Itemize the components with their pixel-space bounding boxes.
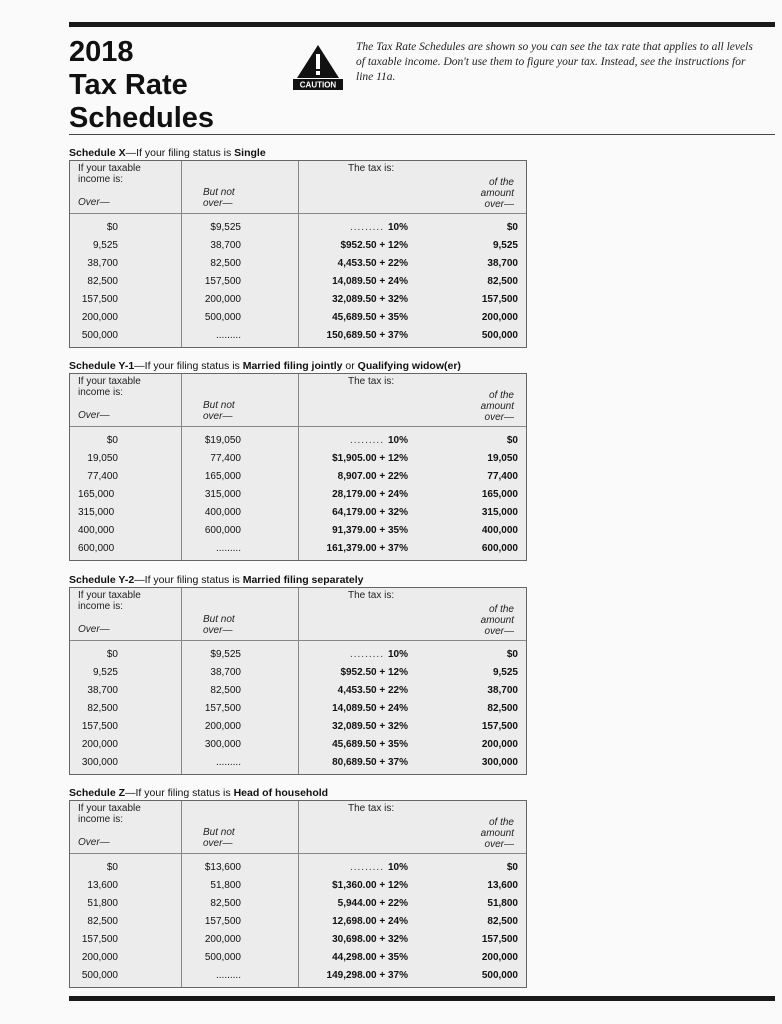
- tax-cell: 10%: [387, 649, 408, 660]
- tax-cell: $952.50 + 12%: [340, 240, 408, 251]
- over-cell: $0: [106, 222, 118, 233]
- over-cell: 82,500: [87, 276, 118, 287]
- of-amount-over-label: of the amount over—: [480, 817, 514, 850]
- but-not-over-cell: .........: [215, 543, 241, 554]
- but-not-over-cell: .........: [215, 330, 241, 341]
- table-rows: [70, 427, 526, 560]
- table-row: [70, 291, 526, 309]
- tax-cell: 45,689.50 + 35%: [332, 739, 408, 750]
- but-not-over-cell: 500,000: [204, 952, 241, 963]
- income-label: If your taxable income is:: [78, 163, 141, 185]
- but-not-over-cell: 200,000: [204, 294, 241, 305]
- schedule-z: [69, 786, 529, 988]
- of-amount-cell: 9,525: [492, 240, 518, 251]
- tax-cell: 45,689.50 + 35%: [332, 312, 408, 323]
- over-cell: $0: [106, 862, 118, 873]
- over-cell: 165,000: [78, 489, 115, 500]
- status-prefix: —If your filing status is: [134, 574, 243, 586]
- tax-cell: 150,689.50 + 37%: [326, 330, 408, 341]
- over-cell: 200,000: [81, 952, 118, 963]
- but-not-over-cell: 38,700: [210, 667, 241, 678]
- over-cell: 157,500: [81, 721, 118, 732]
- schedule-table: [69, 800, 527, 988]
- of-amount-cell: $0: [506, 435, 518, 446]
- of-amount-cell: 9,525: [492, 667, 518, 678]
- title-line-year: 2018: [69, 36, 134, 68]
- of-amount-cell: 19,050: [487, 453, 518, 464]
- table-row: [70, 877, 526, 895]
- schedule-y2: [69, 573, 529, 775]
- of-amount-cell: 200,000: [481, 312, 518, 323]
- tax-cell: 80,689.50 + 37%: [332, 757, 408, 768]
- of-amount-over-label: of the amount over—: [480, 390, 514, 423]
- dot-leader: .........: [349, 862, 384, 873]
- schedule-name: Schedule Y-1: [69, 360, 135, 372]
- tax-cell: 30,698.00 + 32%: [332, 934, 408, 945]
- of-amount-cell: 300,000: [481, 757, 518, 768]
- table-row: [70, 682, 526, 700]
- status-prefix: —If your filing status is: [125, 787, 234, 799]
- table-row: [70, 309, 526, 327]
- but-not-over-cell: 200,000: [204, 721, 241, 732]
- filing-status-alt: Qualifying widow(er): [357, 360, 461, 372]
- table-row: [70, 219, 526, 237]
- of-amount-cell: 500,000: [481, 970, 518, 981]
- schedule-table: [69, 373, 527, 561]
- over-cell: 157,500: [81, 934, 118, 945]
- status-connector: or: [342, 360, 358, 372]
- table-header: [70, 801, 526, 854]
- tax-is-label: The tax is:: [348, 803, 395, 814]
- but-not-over-label: But not over—: [203, 827, 235, 849]
- table-row: [70, 895, 526, 913]
- tax-cell: $1,905.00 + 12%: [332, 453, 408, 464]
- of-amount-cell: $0: [506, 649, 518, 660]
- schedule-name: Schedule Z: [69, 787, 126, 799]
- table-row: [70, 700, 526, 718]
- table-row: [70, 913, 526, 931]
- tax-cell: 64,179.00 + 32%: [332, 507, 408, 518]
- over-cell: 300,000: [81, 757, 118, 768]
- of-amount-cell: 82,500: [487, 916, 518, 927]
- schedule-name: Schedule Y-2: [69, 574, 135, 586]
- of-amount-cell: 165,000: [481, 489, 518, 500]
- but-not-over-cell: 157,500: [204, 916, 241, 927]
- income-label: If your taxable income is:: [78, 590, 141, 612]
- of-amount-cell: 77,400: [487, 471, 518, 482]
- of-amount-cell: 500,000: [481, 330, 518, 341]
- caution-icon: [293, 44, 343, 90]
- over-cell: 82,500: [87, 916, 118, 927]
- tax-cell: 14,089.50 + 24%: [332, 703, 408, 714]
- table-rows: [70, 854, 526, 987]
- schedule-heading: [69, 146, 529, 160]
- of-amount-cell: 315,000: [481, 507, 518, 518]
- over-cell: 500,000: [81, 330, 118, 341]
- but-not-over-cell: 82,500: [210, 685, 241, 696]
- dot-leader: .........: [349, 222, 384, 233]
- table-row: [70, 237, 526, 255]
- of-amount-cell: 200,000: [481, 952, 518, 963]
- table-header: [70, 374, 526, 427]
- schedule-heading: [69, 359, 529, 373]
- dot-leader: .........: [349, 435, 384, 446]
- schedule-heading: [69, 786, 529, 800]
- of-amount-cell: 13,600: [487, 880, 518, 891]
- income-label: If your taxable income is:: [78, 376, 141, 398]
- tax-is-label: The tax is:: [348, 590, 395, 601]
- table-row: [70, 432, 526, 450]
- schedule-heading: [69, 573, 529, 587]
- tax-cell: 4,453.50 + 22%: [337, 685, 408, 696]
- tax-cell: 10%: [387, 222, 408, 233]
- tax-cell: $952.50 + 12%: [340, 667, 408, 678]
- table-row: [70, 255, 526, 273]
- table-row: [70, 540, 526, 558]
- title-line-tax-rate: Tax Rate: [69, 69, 188, 101]
- table-row: [70, 859, 526, 877]
- filing-status: Head of household: [233, 787, 329, 799]
- of-amount-cell: 600,000: [481, 543, 518, 554]
- but-not-over-cell: 600,000: [204, 525, 241, 536]
- status-prefix: —If your filing status is: [134, 360, 243, 372]
- caution-label: CAUTION: [299, 80, 337, 90]
- table-row: [70, 664, 526, 682]
- but-not-over-cell: 51,800: [210, 880, 241, 891]
- over-cell: 9,525: [92, 667, 118, 678]
- table-row: [70, 967, 526, 985]
- but-not-over-cell: $19,050: [204, 435, 241, 446]
- schedule-table: [69, 587, 527, 775]
- of-amount-cell: 82,500: [487, 276, 518, 287]
- of-amount-cell: 38,700: [487, 685, 518, 696]
- table-header: [70, 161, 526, 214]
- over-cell: 315,000: [78, 507, 115, 518]
- but-not-over-cell: $9,525: [210, 222, 241, 233]
- but-not-over-cell: 300,000: [204, 739, 241, 750]
- but-not-over-cell: 38,700: [210, 240, 241, 251]
- over-cell: 400,000: [78, 525, 115, 536]
- tax-cell: [350, 646, 408, 664]
- over-label: Over—: [78, 410, 110, 421]
- table-rows: [70, 214, 526, 347]
- table-row: [70, 504, 526, 522]
- table-row: [70, 273, 526, 291]
- over-cell: 19,050: [87, 453, 118, 464]
- schedule-x: [69, 146, 529, 348]
- tax-cell: 161,379.00 + 37%: [326, 543, 408, 554]
- schedule-name: Schedule X: [69, 147, 126, 159]
- tax-cell: 32,089.50 + 32%: [332, 294, 408, 305]
- table-row: [70, 450, 526, 468]
- over-cell: 51,800: [87, 898, 118, 909]
- but-not-over-cell: .........: [215, 970, 241, 981]
- tax-cell: 28,179.00 + 24%: [332, 489, 408, 500]
- of-amount-cell: 400,000: [481, 525, 518, 536]
- table-row: [70, 736, 526, 754]
- tax-cell: 10%: [387, 435, 408, 446]
- but-not-over-cell: $9,525: [210, 649, 241, 660]
- table-row: [70, 522, 526, 540]
- table-rows: [70, 641, 526, 774]
- over-cell: $0: [106, 649, 118, 660]
- tax-cell: 12,698.00 + 24%: [332, 916, 408, 927]
- but-not-over-label: But not over—: [203, 187, 235, 209]
- tax-is-label: The tax is:: [348, 163, 395, 174]
- of-amount-cell: 157,500: [481, 721, 518, 732]
- but-not-over-cell: 157,500: [204, 703, 241, 714]
- of-amount-cell: 157,500: [481, 294, 518, 305]
- but-not-over-cell: $13,600: [204, 862, 241, 873]
- but-not-over-cell: 315,000: [204, 489, 241, 500]
- intro-text: The Tax Rate Schedules are shown so you can see the tax rate that applies to all levels of taxable income. Don't use them to figure your tax. Instead, see the instructions for line 11a.: [356, 41, 753, 83]
- of-amount-cell: 200,000: [481, 739, 518, 750]
- over-label: Over—: [78, 624, 110, 635]
- status-prefix: —If your filing status is: [125, 147, 235, 159]
- over-cell: 82,500: [87, 703, 118, 714]
- table-row: [70, 468, 526, 486]
- tax-cell: 44,298.00 + 35%: [332, 952, 408, 963]
- table-row: [70, 718, 526, 736]
- over-cell: $0: [106, 435, 118, 446]
- title-line-schedules: Schedules: [69, 102, 215, 134]
- table-header: [70, 588, 526, 641]
- table-row: [70, 754, 526, 772]
- over-cell: 157,500: [81, 294, 118, 305]
- but-not-over-cell: 165,000: [204, 471, 241, 482]
- table-row: [70, 949, 526, 967]
- tax-cell: 10%: [387, 862, 408, 873]
- bottom-rule: [69, 996, 775, 1001]
- tax-cell: 8,907.00 + 22%: [337, 471, 408, 482]
- filing-status: Single: [234, 147, 266, 159]
- but-not-over-cell: .........: [215, 757, 241, 768]
- tax-cell: $1,360.00 + 12%: [332, 880, 408, 891]
- tax-cell: 14,089.50 + 24%: [332, 276, 408, 287]
- filing-status: Married filing jointly: [242, 360, 343, 372]
- but-not-over-cell: 200,000: [204, 934, 241, 945]
- over-cell: 600,000: [78, 543, 115, 554]
- table-row: [70, 646, 526, 664]
- but-not-over-cell: 500,000: [204, 312, 241, 323]
- filing-status: Married filing separately: [242, 574, 364, 586]
- dot-leader: .........: [349, 649, 384, 660]
- header-divider: [69, 134, 775, 135]
- of-amount-cell: $0: [506, 862, 518, 873]
- over-label: Over—: [78, 837, 110, 848]
- of-amount-cell: 82,500: [487, 703, 518, 714]
- over-cell: 38,700: [87, 685, 118, 696]
- of-amount-over-label: of the amount over—: [480, 177, 514, 210]
- tax-cell: 5,944.00 + 22%: [337, 898, 408, 909]
- tax-cell: [350, 859, 408, 877]
- schedule-table: [69, 160, 527, 348]
- over-cell: 38,700: [87, 258, 118, 269]
- over-cell: 200,000: [81, 739, 118, 750]
- but-not-over-cell: 82,500: [210, 258, 241, 269]
- over-cell: 13,600: [87, 880, 118, 891]
- over-cell: 9,525: [92, 240, 118, 251]
- schedule-y1: [69, 359, 529, 561]
- page-title: [69, 36, 214, 135]
- of-amount-cell: 38,700: [487, 258, 518, 269]
- tax-cell: 32,089.50 + 32%: [332, 721, 408, 732]
- but-not-over-cell: 400,000: [204, 507, 241, 518]
- but-not-over-cell: 82,500: [210, 898, 241, 909]
- tax-is-label: The tax is:: [348, 376, 395, 387]
- over-cell: 200,000: [81, 312, 118, 323]
- table-row: [70, 931, 526, 949]
- tax-cell: [350, 432, 408, 450]
- but-not-over-cell: 157,500: [204, 276, 241, 287]
- tax-cell: 149,298.00 + 37%: [326, 970, 408, 981]
- of-amount-cell: 157,500: [481, 934, 518, 945]
- over-cell: 77,400: [87, 471, 118, 482]
- tax-cell: [350, 219, 408, 237]
- over-label: Over—: [78, 197, 110, 208]
- but-not-over-label: But not over—: [203, 400, 235, 422]
- but-not-over-label: But not over—: [203, 614, 235, 636]
- of-amount-cell: $0: [506, 222, 518, 233]
- income-label: If your taxable income is:: [78, 803, 141, 825]
- but-not-over-cell: 77,400: [210, 453, 241, 464]
- tax-cell: 4,453.50 + 22%: [337, 258, 408, 269]
- table-row: [70, 486, 526, 504]
- table-row: [70, 327, 526, 345]
- of-amount-over-label: of the amount over—: [480, 604, 514, 637]
- over-cell: 500,000: [81, 970, 118, 981]
- tax-cell: 91,379.00 + 35%: [332, 525, 408, 536]
- top-rule: [69, 22, 775, 27]
- of-amount-cell: 51,800: [487, 898, 518, 909]
